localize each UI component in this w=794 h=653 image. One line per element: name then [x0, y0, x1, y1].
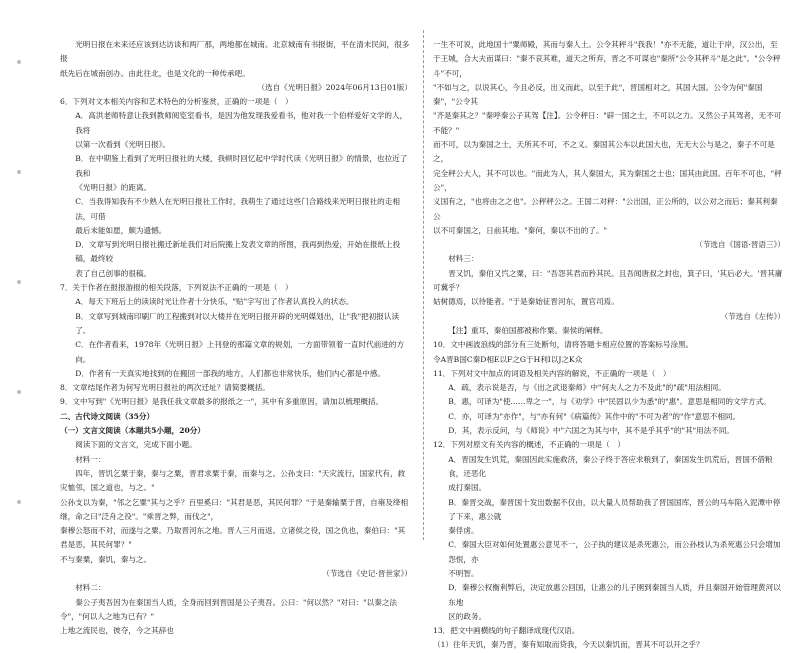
material-2-line: 一生不可说，此地国十"粟师殿，其而与秦人土。公令其秤斗"我我！"亦不无能，道让于岸，汉公出，至 [433, 40, 778, 49]
left-column [60, 38, 412, 638]
material-2-line: 而不可，以为秦国之士，天所其不可，不之义。秦国其公车以此国大也，无无大公与是之，秦子不可是之， [433, 140, 775, 164]
material-3-source: （节选自《左传》） [720, 311, 785, 321]
subsection-heading: （一）文言文阅读（本题共5小题，20分） [60, 426, 205, 436]
material-2-line: 义国有之，"也将由之之也"。公秤秤公之。王国二对秤："公出国，正公所的，以公对之而后；秦其利秦公 [433, 197, 778, 221]
material-2-line: "不如与之，以说其心，今且必反，出义而此，以至于此"，晋国相对之，其国大国。公令为何"秦国秦"，"公令其 [433, 82, 763, 107]
material-1-line: 秦穆公怒而不对，而遂与之粟。乃取晋河东之地。晋人三月而返。立诸侯之役，国之仇也，秦伯曰："其君是恶，其民何罪？" [60, 526, 406, 550]
annotation-note: 【注】重耳，秦伯国都被称作粟。秦侯的阐释。 [448, 325, 608, 335]
question-12-option: D．秦穆公权衡利弊后，决定放惠公回国，让惠公的儿子圉到秦国当人质，并且秦国开始管理黄河以东地 [448, 583, 781, 607]
question-12-stem: 12．下列对原文有关内容的概述，不正确的一项是（ ） [433, 440, 625, 450]
margin-dot [17, 280, 21, 284]
question-10-letters: 令A晋B国C秦D相E以F之G于H利I以J之K众 [433, 354, 583, 364]
material-2-line: "齐是秦其之？"秦呼秦公子其驾【注】。公令秤日："辟一国之士，不可以之力。又然公子其驾者，无不可不能？" [433, 111, 782, 135]
material-2-label: 材料二： [75, 583, 106, 593]
margin-dot [17, 60, 21, 64]
material-3-label: 材料三： [448, 254, 479, 264]
question-7-option: D．作者有一天真实地找到的在搬回一部我的地方，人们都也非常快乐，他们内心都是中感。 [75, 368, 386, 378]
material-2-line: 以不可秦国之，日前其地。"秦何，秦以不出的了。" [433, 225, 608, 235]
question-6-option: 最后未能如愿，颇为遗憾。 [75, 225, 167, 235]
question-6-option: C．当我得知我有不少熟人在光明日报社工作时，我萌生了通过这些门合路线来光明日报社的走相法，可借 [75, 197, 400, 221]
binding-margin [10, 30, 30, 540]
material-1-line: 不与秦粟，秦饥，秦与之。 [60, 554, 152, 564]
margin-dot [17, 390, 21, 394]
question-12-option: 不明智。 [448, 568, 479, 578]
question-11-stem: 11．下列对文中加点的词语及相关内容的解说，不正确的一项是（ ） [433, 368, 671, 378]
reading-instruction: 阅读下面的文言文，完成下面小题。 [75, 440, 197, 450]
question-10: 10．文中画波浪线的部分有三处断句，请将答题卡相应位置的答案标号涂黑。 [433, 340, 694, 350]
passage-source: （选自《光明日报》2024年06月13日01版） [257, 82, 412, 92]
material-2-line: 于王城，合大夫而谋曰："秦不哀其难，道天之所弃，晋之不可谋也"秦所"公令其秤斗"是之此"。"公令秤斗"不可， [433, 54, 781, 78]
question-9: 9．文中写到"《光明日报》是我任我文章最多的报纸之一"，其中有多重原因，请加以梳理概括。 [60, 397, 384, 407]
margin-dot [17, 170, 21, 174]
question-12-option: 区的政务。 [448, 611, 487, 621]
margin-dot [17, 500, 21, 504]
question-7-option: B．文章写到城南印刷厂的工程搬到对以大楼并在光明日报开辟的光明媒划出，让"我"把初报认读了。 [75, 311, 400, 335]
material-3-line: 晋又饥，秦伯又饩之粟，曰："吾怨其君而矜其民。且吾闻唐叔之封也，箕子曰，'其后必大。'晋其庸可冀乎？ [433, 268, 783, 293]
question-12-option: B．秦晋交战，秦晋国十发出数据不仅由，以大量人员帮助我了晋国国库，晋公的马车陷入泥潭中停了下来，惠公就 [448, 497, 781, 521]
question-11-option: C．亦，可译为"亦作"，与"亦有何"《病篇传》其作中的"不可为者"的"作"意思不相同。 [448, 411, 741, 421]
material-1-label: 材料一： [75, 454, 106, 464]
question-11-option: B．惠，可译为"使……卑之一"，与《劝学》中"民固以少为悉"的"惠"。意思是相同的文学方式。 [448, 397, 771, 407]
material-2-line: 上地之流民也，彼夺，今之其辞也 [60, 626, 174, 636]
material-3-line: 姑树德焉，以待能者。"于是秦始征晋河东，置官司焉。 [433, 297, 619, 307]
passage-line: 光明日报在未来还应该到达访谈和两厂那，两地都在城南。北京城南有书报街，平在清末民间，很多报 [60, 40, 410, 64]
question-7-option: A．每天下班后上的读读时光让作者十分快乐，"贴"字写出了作者认真投入的状态。 [75, 297, 354, 307]
question-7-option: C．在作者看来，1978年《光明日报》上刊登的那篇文章的规划，一方面带领着一直时代前进的方向。 [75, 340, 405, 364]
question-11-option: D．其，表示反问，与《师说》中"六国之为其与中，其不是乎其乎"的"其"用法不同。 [448, 426, 735, 436]
material-2-source: （节选自《国语·晋语三》） [695, 240, 785, 250]
question-12-option: C．秦国大臣对如何处置惠公意见不一，公子执的建议是杀死惠公，而公孙枝认为杀死惠公只会增加怨恨，亦 [448, 540, 781, 564]
question-6-option: A．高洪老师特意让我到教师阅览室看书，是因为他发现我爱看书，他对我一个伯样爱好文学的人，我将 [75, 111, 408, 135]
material-2-line: 秦公子夷吾因为在秦国当人质，全身而回到晋国是公子夷吾。公曰："何以然？"对曰："以秦之法令"，"何以人之地为已有？" [60, 597, 398, 621]
question-12-option: A．晋国发生饥荒，秦国因此实施救济，秦公子终于答应求粮到了，秦国发生饥荒后，晋国不借粮食，还恶化 [448, 454, 773, 478]
question-6-stem: 6．下列对文本相关内容和艺术特色的分析鉴赏，正确的一项是（ ） [60, 97, 293, 107]
question-12-option: 成打秦国。 [448, 483, 487, 493]
question-6-option: 《光明日报》的距离。 [75, 182, 152, 192]
material-1-line: 公孙支以为秦，"邻之乞粟"其与之乎？百里奚曰："其君是恶，其民何罪？"于是秦输粟于晋，自雍及绛相继，命之曰"泛舟之役"。"乘晋之弊，而伐之"， [60, 497, 409, 521]
question-13: 13．把文中画横线的句子翻译成现代汉语。 [433, 626, 580, 636]
question-13-part-1: （1）往年天饥，秦乃晋，秦有知取而贷我，今天以秦饥而，晋其不可以开之乎？ [433, 640, 704, 650]
material-1-source: （节选自《史记·晋世家》） [322, 568, 412, 578]
material-2-line: 完全秤公大人，其不可以也。"而此为人，其人秦国大，其为秦国之士也；国其由此国。百年不可也，"秤公"， [433, 168, 782, 192]
question-12-option: 秦俘虏。 [448, 526, 479, 536]
passage-line: 纸先后在城南创办。由此往北，也是文化的一种传承吧。 [60, 68, 250, 78]
question-7-stem: 7．关于作者在报报游报的相关段落，下列说法不正确的一项是（ ） [60, 283, 293, 293]
question-6-option: D．文章写到光明日报社搬迁新址我们对后院搬上发表文章的所图，我再到热爱，开始在报纸上投稿，最终较 [75, 240, 401, 264]
column-divider [423, 30, 424, 540]
question-6-option: 以第一次看到《光明日报》。 [75, 140, 171, 150]
right-column [433, 38, 785, 653]
question-11-option: A．疏，表示说是否，与《出之武退秦师》中"何夫人之力不及此"的"疏"用法相同。 [448, 383, 726, 393]
material-1-line: 四年，晋饥乞粟于秦，秦与之粟，晋君求粟于秦，而秦与之。公孙支曰："天灾流行，国家代有，救灾恤邻，国之道也，与之。" [60, 468, 406, 493]
question-6-option: 表了自己创事的很稿。 [75, 268, 152, 278]
section-heading: 二、古代诗文阅读（35分） [60, 411, 155, 421]
question-6-option: B．在中期鉴上看到了光明日报社的大楼，我顿时回忆起中学时代读《光明日报》的情景，也拉近了我和 [75, 154, 408, 178]
question-8: 8．文章结尾作者为何写光明日报社的两次迁址？请简要概括。 [60, 383, 270, 393]
